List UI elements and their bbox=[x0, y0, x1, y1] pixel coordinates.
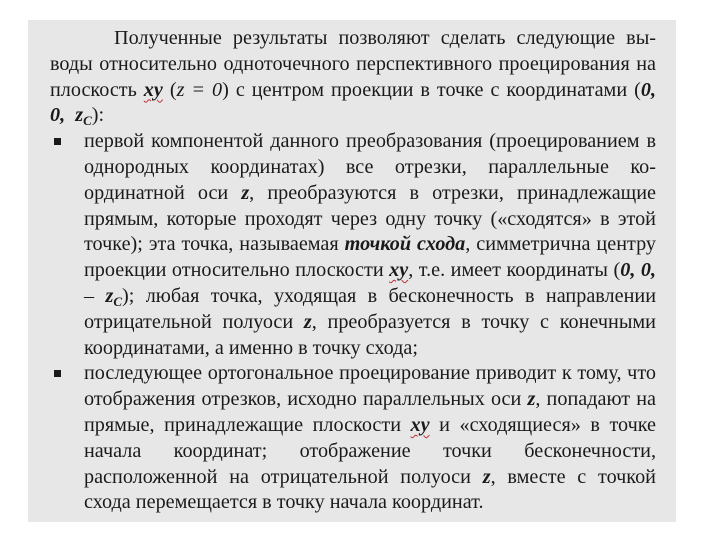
axis-z-label: z bbox=[482, 465, 491, 488]
plane-equation: z = 0 bbox=[176, 78, 223, 101]
coord-zero-2: 0, bbox=[50, 104, 66, 127]
coord-zero-2: 0, bbox=[640, 259, 657, 282]
bullet1-text-6: , преобразуется в точку с конечными координатами, а именно в точку схода; bbox=[84, 310, 656, 359]
coord-zc-subscript: C bbox=[83, 113, 92, 129]
intro-text-2: ( bbox=[162, 78, 177, 101]
coord-zero-1: 0, bbox=[640, 78, 656, 101]
vanishing-point-term: точкой схода bbox=[344, 233, 466, 256]
coord-zc bbox=[75, 104, 92, 129]
bullet1-text-2: , преобразуются в отрезки, принадлежащие прямым, которые проходят через одну точку («сходятся» в этой точке); эта точка, называемая bbox=[84, 181, 656, 256]
plane-xy-label: xy bbox=[410, 413, 430, 436]
plane-xy-label: xy bbox=[143, 78, 163, 101]
intro-text-1: Полученные результаты позволяют сделать следующие выводы относительно одноточечного перспективного проецирования на плоскость bbox=[50, 27, 656, 101]
plane-xy-label: xy bbox=[389, 259, 409, 282]
bullet2-text-3: и «сходящиеся» в точке начала координат; отображение точки бесконечности, расположенной на отрицательной полуоси bbox=[84, 413, 656, 488]
bullet-square-icon bbox=[54, 138, 61, 145]
axis-z-label: z bbox=[303, 310, 312, 333]
intro-text-4: ): bbox=[91, 104, 105, 127]
intro-text-3: ) с центром проекции в точке с координатами ( bbox=[222, 78, 641, 101]
bullet1-text-4: , т.е. имеет координаты ( bbox=[408, 259, 621, 282]
coord-zc bbox=[105, 285, 122, 307]
text-panel bbox=[28, 20, 676, 522]
bullet-item-1 bbox=[50, 129, 656, 361]
intro-paragraph bbox=[50, 26, 656, 129]
coord-zero-1: 0, bbox=[620, 259, 636, 282]
bullet1-text-5: ); любая точка, уходящая в бесконечность в направлении отрицательной полуоси bbox=[84, 284, 657, 333]
coord-zc-subscript: C bbox=[113, 293, 123, 309]
bullet2-text-1: последующее ортогональное проецирование приводит к тому, что отображения отрезков, исходно параллельных оси bbox=[84, 362, 656, 411]
coord-zc-z: z bbox=[105, 284, 114, 307]
bullet2-text-2: , попадают на прямые, принадлежащие плоскости bbox=[84, 388, 657, 436]
bullet-item-2 bbox=[50, 361, 656, 516]
axis-z-label: z bbox=[241, 181, 250, 204]
axis-z-label: z bbox=[527, 388, 536, 411]
coord-zc-z: z bbox=[75, 104, 84, 127]
bullet2-text-4: , вместе с точкой схода перемещается в точку начала координат. bbox=[84, 465, 656, 514]
minus-sign: – bbox=[84, 284, 106, 307]
bullet1-text-3: , симметрична центру проекции относительно плоскости bbox=[84, 233, 656, 282]
bullet-square-icon bbox=[54, 370, 61, 377]
bullet1-text-1: первой компонентой данного преобразования (проецированием в однородных координатах) все отрезки, параллельные координатной оси bbox=[84, 130, 656, 204]
